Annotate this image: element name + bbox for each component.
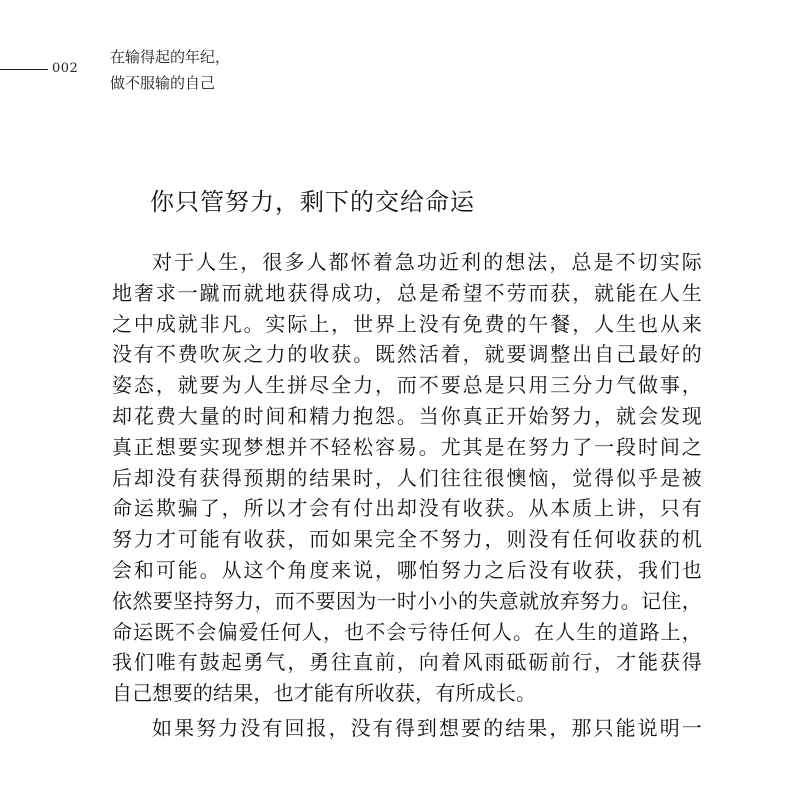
paragraph-1-line: 地奢求一蹴而就地获得成功，总是希望不劳而获，就能在人生: [112, 280, 702, 305]
running-head-line-1: 在输得起的年纪，: [110, 48, 231, 66]
page-number: 002: [52, 61, 79, 76]
paragraph-1-line: 命运既不会偏爱任何人，也不会亏待任何人。在人生的道路上，: [112, 619, 702, 644]
paragraph-1-line: 我们唯有鼓起勇气，勇往直前，向着风雨砥砺前行，才能获得: [112, 650, 702, 675]
section-title: 你只管努力，剩下的交给命运: [150, 188, 475, 216]
body-text: [112, 247, 702, 744]
paragraph-1-line: 之中成就非凡。实际上，世界上没有免费的午餐，人生也从来: [112, 311, 702, 336]
paragraph-1-line: 姿态，就要为人生拼尽全力，而不要总是只用三分力气做事，: [112, 373, 702, 398]
paragraph-1-line: 没有不费吹灰之力的收获。既然活着，就要调整出自己最好的: [112, 342, 702, 367]
paragraph-1-line: 依然要坚持努力，而不要因为一时小小的失意就放弃努力。记住，: [112, 588, 702, 613]
paragraph-1-line: 对于人生，很多人都怀着急功近利的想法，总是不切实际: [152, 250, 702, 274]
paragraph-2-line: 如果努力没有回报，没有得到想要的结果，那只能说明一: [152, 715, 702, 740]
paragraph-1-line: 却花费大量的时间和精力抱怨。当你真正开始努力，就会发现: [112, 403, 702, 428]
running-head: [110, 44, 230, 96]
paragraph-1-line: 努力才可能有收获，而如果完全不努力，则没有任何收获的机: [112, 527, 702, 552]
paragraph-1-line: 自己想要的结果，也才能有所收获，有所成长。: [112, 681, 537, 706]
paragraph-1-line: 真正想要实现梦想并不轻松容易。尤其是在努力了一段时间之: [112, 434, 702, 459]
paragraph-1-line: 会和可能。从这个角度来说，哪怕努力之后没有收获，我们也: [112, 557, 702, 582]
header-rule: [0, 69, 48, 70]
running-head-line-2: 做不服输的自己: [110, 74, 216, 92]
paragraph-1-line: 后却没有获得预期的结果时，人们往往很懊恼，觉得似乎是被: [112, 465, 702, 490]
paragraph-1-line: 命运欺骗了，所以才会有付出却没有收获。从本质上讲，只有: [112, 496, 702, 521]
